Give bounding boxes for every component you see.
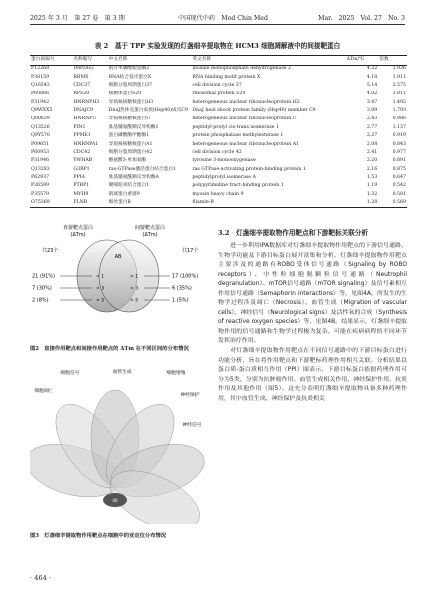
table-cell: 1.32 <box>366 191 378 197</box>
indirect-count-label: 17 (100%) <box>172 273 199 280</box>
table-cell: Q13283 <box>31 166 50 172</box>
page-number: · 464 · <box>30 574 51 582</box>
table-cell: DnaJ heat shock protein family (Hsp40) member C9 <box>192 108 316 114</box>
table-cell: P12268 <box>31 66 50 72</box>
direct-target-count: 共23个 <box>42 248 59 254</box>
table-cell: 1.137 <box>392 124 406 130</box>
header-date: Mar. 2025 Vol. 27 No. 3 <box>318 15 405 22</box>
table-cell: heterogeneous nuclear ribonucleoprotein H3 <box>192 99 300 105</box>
figure-3-venn-diagram <box>30 364 205 524</box>
table-cell: 5.14 <box>366 83 378 89</box>
section-body <box>218 241 407 403</box>
table-cell: 4.02 <box>366 91 378 97</box>
col-header: 英文名称 <box>191 56 345 66</box>
table-cell: 2.16 <box>366 166 378 172</box>
table-cell: protein phosphatase methylesterase 1 <box>192 133 284 139</box>
direct-count-label: 21 (91%) <box>32 273 55 280</box>
table-cell: 1.28 <box>346 199 379 208</box>
direct-count-label: 2 (8%) <box>32 297 49 304</box>
table-cell: inosine monophosphate dehydrogenase 2 <box>192 66 291 72</box>
direct-threshold-label: > 1 <box>96 274 105 280</box>
table-row <box>30 199 407 208</box>
table-cell: 聚嘧啶束结合蛋白1 <box>108 183 150 189</box>
table-cell: G3BP1 <box>73 166 90 172</box>
table-cell: peptidyl-prolyl cis-trans isomerase 1 <box>192 124 280 130</box>
indirect-count-label: 1 (5%) <box>172 297 189 304</box>
table-cell: P62937 <box>31 174 50 180</box>
col-header: ΔTm/℃ <box>346 56 379 66</box>
table-cell: heterogeneous nuclear ribonucleoprotein U <box>192 116 297 122</box>
table-cell: ribosomal protein S20 <box>192 91 246 97</box>
table-cell: DNAJC9 <box>73 108 94 114</box>
header-journal: 中国现代中药 Mod Chin Med <box>178 15 268 22</box>
table-cell: 3.99 <box>366 108 378 114</box>
table-cell: myosin heavy chain 9 <box>192 191 244 197</box>
table-cell: 0.581 <box>392 191 406 197</box>
table-row <box>30 166 407 174</box>
table-cell: HNRNPH3 <box>73 99 100 105</box>
table-cell: 0.569 <box>378 199 407 208</box>
table-cell: 1.936 <box>392 66 406 72</box>
table-cell: P60866 <box>31 91 50 97</box>
section-heading: 3.2 灯盏细辛提取物作用靶点和下游靶标关联分析 <box>218 229 368 237</box>
table-cell: 2.20 <box>366 158 378 164</box>
table-cell: RNA结合基序蛋白X <box>108 74 152 80</box>
table-row <box>30 82 407 90</box>
table-row <box>30 141 407 149</box>
table-cell: 细丝蛋白B <box>108 199 192 208</box>
table-cell: 4.22 <box>366 66 378 72</box>
indirect-target-title: 间接靶点蛋白 <box>134 225 166 231</box>
table-cell: P31942 <box>31 99 50 105</box>
table-cell: 0.542 <box>392 183 406 189</box>
table-cell: PTBP1 <box>73 183 90 189</box>
table-cell: 0.891 <box>392 158 406 164</box>
table-cell: 0.843 <box>392 141 406 147</box>
running-header <box>30 10 405 25</box>
table-cell: P26599 <box>31 183 50 189</box>
table-cell: P09651 <box>31 141 50 147</box>
indirect-threshold-label: > 3 <box>130 286 139 292</box>
table-cell: peptidylprolyl isomerase A <box>192 174 256 180</box>
table-cell: 蛋白磷酸酶甲酯酶1 <box>108 133 150 139</box>
figure-3-caption: 图3 灯盏细辛提取物作用靶点在细胞中的亚定位分布情况 <box>30 533 167 539</box>
table-cell: HNRNPU <box>73 116 97 122</box>
table-cell: 细胞分裂周期蛋白42 <box>108 149 153 155</box>
table-cell: 2.27 <box>366 133 378 139</box>
col-header: 蛋白质编号 <box>30 56 72 66</box>
indirect-target-unit: (ΔTm) <box>142 232 158 238</box>
venn-set-label: 细胞凋亡 <box>34 389 54 394</box>
table-cell: 细胞分裂周期蛋白37 <box>108 83 153 89</box>
indirect-count-label: 6 (35%) <box>172 285 192 292</box>
table-cell: 1.53 <box>366 174 378 180</box>
table-cell: 1.811 <box>392 91 406 97</box>
table-cell: 异质核核糖核蛋白A1 <box>108 141 153 147</box>
table-cell: 0.977 <box>392 149 406 155</box>
table-cell: filamin-B <box>191 199 345 208</box>
venn-set-label: 神经信号 <box>182 423 202 428</box>
table-cell: IMPDH2 <box>73 66 94 72</box>
venn-set-label: 细胞增殖 <box>166 371 186 376</box>
table-caption: 表 2 基于 TPP 实验发现的灯盏细辛提取物在 HCM3 细胞凋解液中的间接靶蛋白 <box>94 42 341 50</box>
table-row <box>30 182 407 190</box>
table-cell: Q9Y570 <box>31 133 50 139</box>
indirect-threshold-label: > 5 <box>130 298 139 304</box>
table-cell: CDC42 <box>73 149 91 155</box>
table-cell: 2.41 <box>366 149 378 155</box>
table-row <box>30 174 407 182</box>
direct-target-title: 直接靶点蛋白 <box>62 225 94 231</box>
table-cell: FLNB <box>72 199 107 208</box>
table-cell: DnaJ热休克蛋白家族(Hsp40)成员C9 <box>108 108 188 114</box>
table-cell: PPIA <box>73 174 85 180</box>
table-row <box>30 91 407 99</box>
table-cell: Q16543 <box>31 83 50 89</box>
table-row <box>30 191 407 199</box>
table-cell: YWHAB <box>73 158 93 164</box>
table-cell: Q00839 <box>31 116 50 122</box>
table-cell: heterogeneous nuclear ribonucleoprotein A1 <box>192 141 300 147</box>
col-header: 倍数 <box>378 56 407 66</box>
table-cell: RPS20 <box>73 91 90 97</box>
table-cell: 肌苷单磷酸脱氢酶2 <box>108 66 150 72</box>
direct-count-label: 7 (30%) <box>32 285 52 292</box>
table-cell: O75369 <box>30 199 72 208</box>
table-cell: 酪氨酸3-单加氧酶 <box>108 158 147 164</box>
venn-overlap-count: 40 <box>112 498 118 503</box>
table-cell: 0.986 <box>392 116 406 122</box>
table-row <box>30 124 407 132</box>
table-cell: tyrosine 3-monooxygenase <box>192 158 256 164</box>
table-cell: HNRNPA1 <box>73 141 99 147</box>
table-cell: cell division cycle 42 <box>192 149 242 155</box>
venn-set-label: 血管生成 <box>112 370 132 375</box>
table-cell: 4.18 <box>366 74 378 80</box>
indirect-target-table <box>30 55 407 208</box>
table-cell: P60953 <box>31 149 50 155</box>
paragraph: 对灯盏细辛提取物作用靶点在不同信号通路中的下游目标蛋白进行功能分析，旨在将作用靶点和下游靶标药理作用相互关联。分析结果以蛋白质-蛋白质相互作用（PPI）图表示，下游目标蛋白依据药理作用可分为5类，分别为抗肿瘤作用、血管生成相关作用、神经保护作用、抗炎作用及其他作用（图5）。这充分表明灯盏细辛提取物具备多种药理作用，其中血管生成、神经保护及抗炎相关 <box>218 347 407 402</box>
table-cell: 异质核核糖核蛋白U <box>108 116 151 122</box>
venn-center-label: AB <box>114 254 122 260</box>
table-cell: 0.875 <box>392 166 406 172</box>
table-cell: PPME1 <box>73 133 91 139</box>
table-cell: 1.793 <box>392 108 406 114</box>
table-cell: 3.47 <box>366 99 378 105</box>
figure-2-target-diagram <box>30 222 205 340</box>
table-cell: 2.43 <box>366 116 378 122</box>
table-row <box>30 107 407 115</box>
table-cell: MYH9 <box>73 191 89 197</box>
table-cell: 肽基脯氨酰顺反异构酶1 <box>108 124 159 130</box>
table-cell: ras GTPase-activating protein-binding protein 1 <box>192 166 306 172</box>
venn-set-label: 细胞信号 <box>60 371 80 376</box>
table-row <box>30 132 407 140</box>
table-cell: 异质核核糖核蛋白H3 <box>108 99 154 105</box>
table-cell: 2.77 <box>366 124 378 130</box>
table-header-row <box>30 56 407 66</box>
table-row <box>30 116 407 124</box>
table-cell: RNA binding motif protein X <box>192 74 261 80</box>
table-row <box>30 149 407 157</box>
direct-threshold-label: > 5 <box>96 298 105 304</box>
indirect-threshold-label: > 1 <box>130 274 139 280</box>
table-row <box>30 74 407 82</box>
table-cell: Q13526 <box>31 124 50 130</box>
table-row <box>30 65 407 74</box>
table-cell: P31946 <box>31 158 50 164</box>
table-cell: CDC37 <box>73 83 91 89</box>
figure-2-caption: 图2 直接作用靶点和间接作用靶点的 ΔTm 在不同区间的分布情况 <box>30 346 189 352</box>
table-cell: P38159 <box>31 74 50 80</box>
direct-threshold-label: > 3 <box>96 286 105 292</box>
table-cell: 1.19 <box>366 183 378 189</box>
col-header: 名称缩写 <box>72 56 107 66</box>
col-header: 中文名称 <box>108 56 192 66</box>
table-cell: 肌球蛋白重链9 <box>108 191 140 197</box>
table-cell: ras-GTPase激活蛋白结合蛋白1 <box>108 166 176 172</box>
table-cell: Q9WXX5 <box>31 108 53 114</box>
table-cell: PIN1 <box>73 124 86 130</box>
table-row <box>30 157 407 165</box>
indirect-target-count: 共17个 <box>182 248 199 254</box>
table-cell: 2.575 <box>392 83 406 89</box>
direct-target-unit: (ΔTm) <box>70 232 86 238</box>
table-cell: RBMX <box>73 74 89 80</box>
table-cell: P35579 <box>31 191 50 197</box>
table-cell: 0.919 <box>392 133 406 139</box>
table-row <box>30 99 407 107</box>
table-cell: 核糖体蛋白S20 <box>108 91 142 97</box>
header-issue: 2025 年 3 月 第 27 卷 第 3 期 <box>30 15 125 22</box>
venn-set-label: 神经保护 <box>180 393 200 398</box>
table-cell: polypyrimidine tract-binding protein 1 <box>192 183 284 189</box>
paragraph: 进一步利用IPA数据库对灯盏细辛提取物作用靶点的下游信号通路、生物学功能及下游目标蛋白展开富集和分析。灯盏细辛提取物作用靶点主要涉及的通路有ROBO受体信号通路（Signaling by ROBO receptors）、中性粒细胞脱颗粒信号通路（Neutrophil degranulation）、mTOR信号通路（mTOR signaling）及信号素相互作用信号通路（Semaphorin interactions）等，见图4A。所发生的生物学过程涉及凋亡（Necrosis）、血管生成（Migration of vascular cells）、神经信号（Neurological signs）及活性氧的合成（Synthesis of reactive oxygen species）等，见图4B。结果显示，灯盏细辛提取物作用的信号通路和生物学过程极为复杂，可能在疾病病程的不同环节发挥治疗作用。 <box>218 242 407 345</box>
table-cell: 1.911 <box>392 74 406 80</box>
table-cell: 2.08 <box>366 141 378 147</box>
table-cell: 肽基脯氨酰顺反异构酶A <box>108 174 159 180</box>
table-cell: 1.492 <box>392 99 406 105</box>
table-cell: cell division cycle 37 <box>192 83 242 89</box>
table-cell: 0.647 <box>392 174 406 180</box>
